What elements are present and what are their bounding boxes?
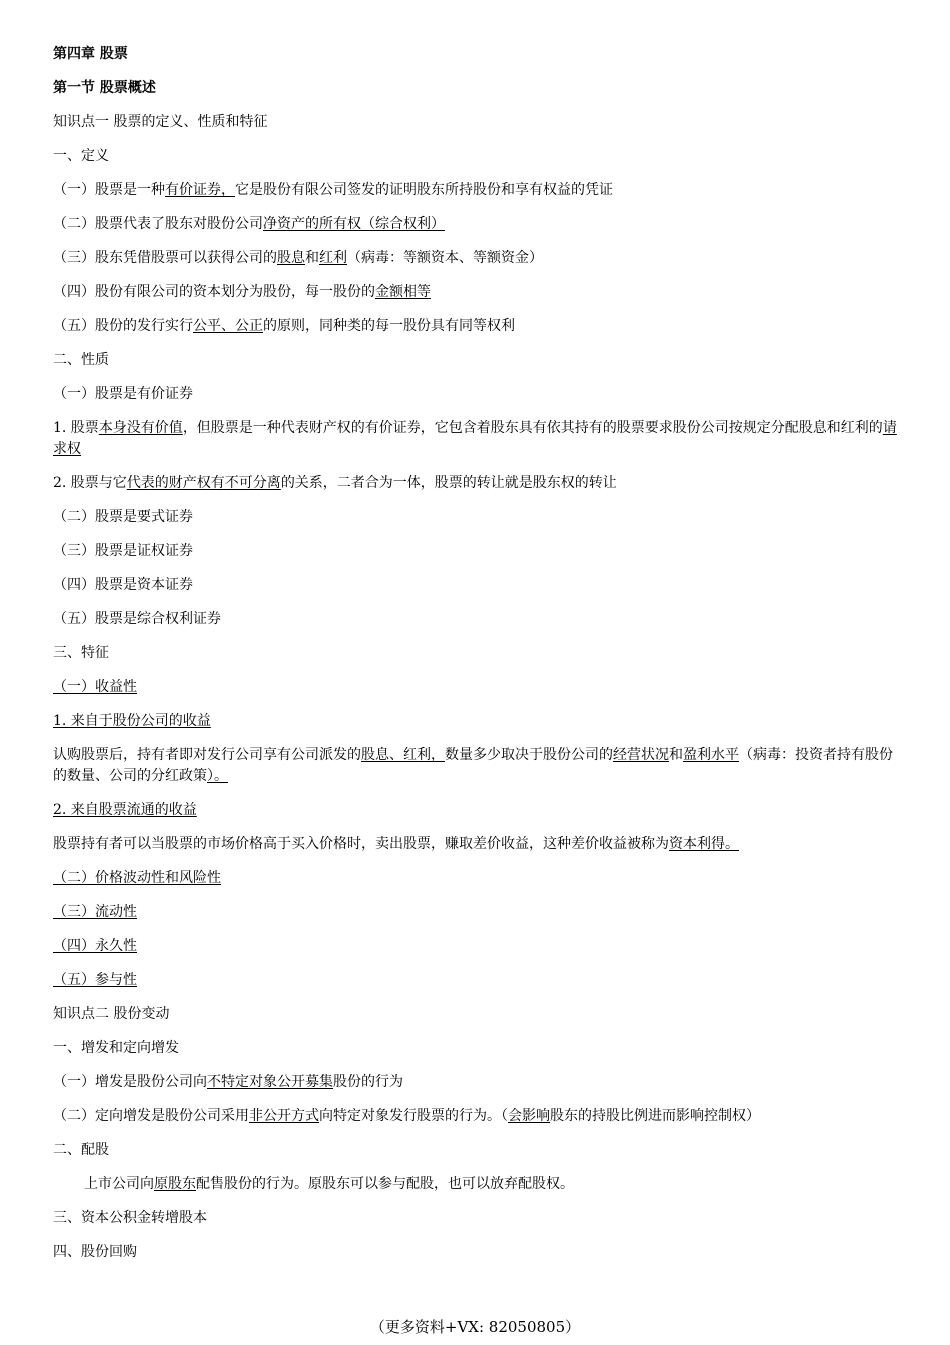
text: 认购股票后，持有者即对发行公司享有公司派发的 — [53, 747, 361, 763]
text: 和 — [305, 250, 319, 266]
underlined-text: 红利 — [319, 250, 347, 266]
nature-heading: 二、性质 — [53, 352, 109, 368]
feature-1-sub-2 — [53, 800, 899, 821]
nature-paragraph-1 — [53, 418, 899, 460]
text: 1. 股票 — [53, 420, 99, 436]
underlined-text: 经营状况 — [613, 747, 669, 763]
text: （病毒：投资者持有股份的数量、公司的分红政策 — [53, 747, 893, 784]
text: 股份的行为 — [333, 1074, 403, 1090]
definition-item-5 — [53, 316, 899, 337]
text: 它是股份有限公司签发的证明股东所持股份和享有权益的凭证 — [235, 182, 613, 198]
underlined-text: 非公开方式 — [249, 1108, 319, 1124]
underlined-text: （一）收益性 — [53, 679, 137, 695]
underlined-text: 股息 — [277, 250, 305, 266]
text: 向特定对象发行股票的行为。（ — [319, 1108, 508, 1124]
underlined-text: 金额相等 — [375, 284, 431, 300]
text: （病毒：等额资本、等额资金） — [347, 250, 543, 266]
underlined-text: 公平、公正 — [193, 318, 263, 334]
nature-sub-3: （三）股票是证权证券 — [53, 543, 193, 559]
feature-4 — [53, 936, 899, 957]
feature-1-sub-1 — [53, 711, 899, 732]
issue-item-1 — [53, 1072, 899, 1093]
footer-contact: （更多资料+VX: 82050805） — [369, 1318, 581, 1336]
underlined-text: 股息、红利， — [361, 747, 445, 763]
definition-item-4 — [53, 282, 899, 303]
underlined-text: （三）流动性 — [53, 904, 137, 920]
underlined-text: 代表的财产权有不可分离 — [126, 475, 281, 491]
nature-sub-2: （二）股票是要式证券 — [53, 509, 193, 525]
underlined-text: 净资产的所有权（综合权利） — [263, 216, 445, 232]
text: （一）股票是一种 — [53, 182, 165, 198]
underlined-text: 不特定对象公开募集 — [207, 1074, 333, 1090]
rights-text — [53, 1174, 899, 1195]
definition-item-2 — [53, 214, 899, 235]
feature-1 — [53, 677, 899, 698]
feature-1-sub-1-text — [53, 745, 899, 787]
underlined-text: （二）价格波动性和风险性 — [53, 870, 221, 886]
document-body — [53, 44, 899, 1276]
text: 数量多少取决于股份公司的 — [445, 747, 613, 763]
buyback-heading: 四、股份回购 — [53, 1244, 137, 1260]
text: 的原则，同种类的每一股份具有同等权利 — [263, 318, 515, 334]
underlined-text: 1. 来自于股份公司的收益 — [53, 713, 211, 729]
underlined-text: 有价证券， — [165, 182, 235, 198]
underlined-text: （五）参与性 — [53, 972, 137, 988]
text: 股东的持股比例进而影响控制权） — [550, 1108, 760, 1124]
text: 股票持有者可以当股票的市场价格高于买入价格时，卖出股票，赚取差价收益，这种差价收益被称为 — [53, 836, 669, 852]
text: （四）股份有限公司的资本划分为股份，每一股份的 — [53, 284, 375, 300]
nature-sub-1: （一）股票是有价证券 — [53, 386, 193, 402]
text: 的关系，二者合为一体，股票的转让就是股东权的转让 — [280, 475, 617, 491]
nature-sub-5: （五）股票是综合权利证券 — [53, 611, 221, 627]
definition-heading: 一、定义 — [53, 148, 109, 164]
underlined-text: 原股东 — [154, 1176, 196, 1192]
text: 和 — [669, 747, 683, 763]
text: 2. 股票与它 — [53, 475, 127, 491]
text: （一）增发是股份公司向 — [53, 1074, 207, 1090]
text: ，但股票是一种代表财产权的有价证券，它包含着股东具有依其持有的股票要求股份公司按规定分配股息和红利的 — [182, 420, 883, 436]
definition-item-3 — [53, 248, 899, 269]
rights-heading: 二、配股 — [53, 1142, 109, 1158]
text: 上市公司向 — [84, 1176, 154, 1192]
features-heading: 三、特征 — [53, 645, 109, 661]
underlined-text: （四）永久性 — [53, 938, 137, 954]
knowledge-point-1-title: 知识点一 股票的定义、性质和特征 — [53, 114, 268, 130]
nature-paragraph-2 — [53, 473, 899, 494]
feature-1-sub-2-text — [53, 834, 899, 855]
definition-item-1 — [53, 180, 899, 201]
underlined-text: 盈利水平 — [683, 747, 739, 763]
feature-3 — [53, 902, 899, 923]
feature-2 — [53, 868, 899, 889]
chapter-title: 第四章 股票 — [53, 46, 128, 62]
underlined-text: 资本利得。 — [669, 836, 739, 852]
knowledge-point-2-title: 知识点二 股份变动 — [53, 1006, 170, 1022]
feature-5 — [53, 970, 899, 991]
text: （二）股票代表了股东对股份公司 — [53, 216, 263, 232]
nature-sub-4: （四）股票是资本证券 — [53, 577, 193, 593]
underlined-text: 本身没有价值 — [98, 420, 183, 436]
text: （三）股东凭借股票可以获得公司的 — [53, 250, 277, 266]
underlined-text: 2. 来自股票流通的收益 — [53, 802, 197, 818]
underlined-text: 请求权 — [53, 420, 897, 457]
capital-reserve-heading: 三、资本公积金转增股本 — [53, 1210, 207, 1226]
text: 配售股份的行为。原股东可以参与配股，也可以放弃配股权。 — [196, 1176, 574, 1192]
issue-heading: 一、增发和定向增发 — [53, 1040, 179, 1056]
text: （五）股份的发行实行 — [53, 318, 193, 334]
issue-item-2 — [53, 1106, 899, 1127]
section-title: 第一节 股票概述 — [53, 80, 156, 96]
underlined-text: 会影响 — [508, 1108, 550, 1124]
text: （二）定向增发是股份公司采用 — [53, 1108, 249, 1124]
underlined-text: ）。 — [207, 768, 228, 784]
